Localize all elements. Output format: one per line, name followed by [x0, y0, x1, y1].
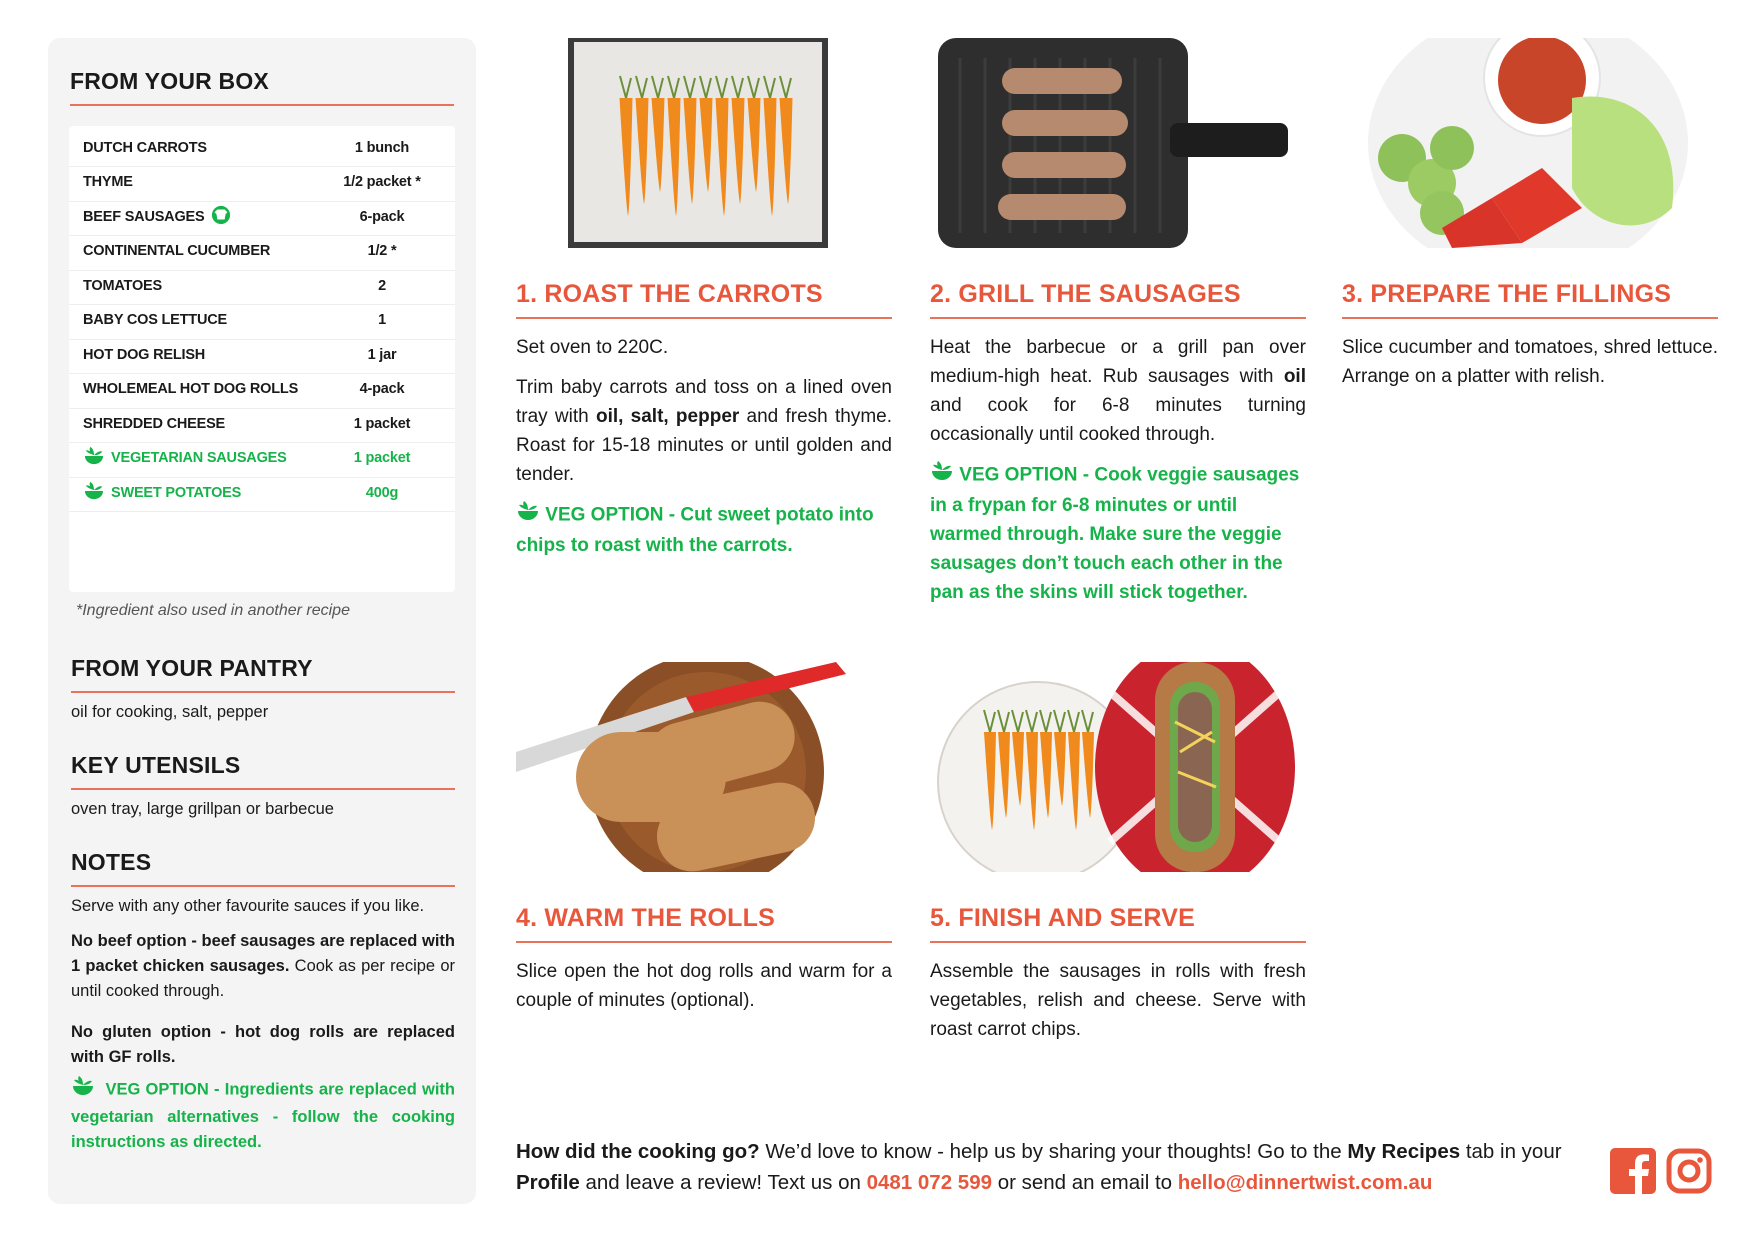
- step-rule: [516, 941, 892, 943]
- ingredient-row: [69, 440, 455, 478]
- step-2-bold: oil: [1283, 366, 1306, 387]
- ingredient-row: [69, 302, 455, 340]
- feedback-footer: [516, 1136, 1576, 1198]
- fillings-platter-photo: [1342, 38, 1714, 248]
- ingredient-row: [69, 405, 455, 443]
- step-3-para-1: Slice cucumber and tomatoes, shred lettuce. Arrange on a platter with relish.: [1342, 337, 1718, 387]
- step-1-body: [516, 333, 892, 571]
- sidebar-panel: [48, 38, 476, 1204]
- utensils-text: oven tray, large grillpan or barbecue: [71, 800, 334, 818]
- step-2-body: [930, 333, 1306, 618]
- step-1-veg-option: [516, 500, 892, 560]
- step-5-para-1: Assemble the sausages in rolls with fresh vegetables, relish and cheese. Serve with roast carrot chips.: [930, 961, 1306, 1040]
- ingredient-name-text: WHOLEMEAL HOT DOG ROLLS: [83, 381, 299, 397]
- roast-carrots-photo: [516, 38, 888, 248]
- step-2-title: 2. GRILL THE SAUSAGES: [930, 280, 1241, 308]
- step-1-para-2: [516, 373, 892, 489]
- ingredient-row: [69, 233, 455, 271]
- ingredient-qty: 1 packet: [353, 415, 411, 432]
- ingredient-qty: 1: [378, 312, 386, 328]
- ingredient-qty: 1/2 *: [367, 243, 397, 259]
- ingredient-qty: 6-pack: [359, 208, 405, 225]
- step-2-veg-text: VEG OPTION - Cook veggie sausages in a frypan for 6-8 minutes or until warmed through. Make sure the veggie sausages don’t touch each other in the pan as the skins will stick together.: [930, 464, 1300, 603]
- step-2-veg-option: [930, 460, 1306, 607]
- ingredient-qty: 2: [378, 277, 386, 294]
- step-4-body: [516, 957, 892, 1026]
- step-1-para-1: Set oven to 220C.: [516, 337, 669, 358]
- ingredient-name: [69, 446, 309, 470]
- step-1-veg-text: VEG OPTION - Cut sweet potato into chips to roast with the carrots.: [516, 504, 874, 556]
- ingredient-row: [69, 371, 455, 409]
- ingredient-name-text: HOT DOG RELISH: [83, 346, 206, 363]
- ingredient-name: [69, 481, 309, 505]
- facebook-icon[interactable]: [1610, 1148, 1656, 1194]
- ingredient-name: [69, 174, 309, 190]
- step-2-para-1: [930, 333, 1306, 449]
- profile-label: Profile: [516, 1171, 580, 1194]
- leaf-bowl-icon: [71, 1075, 95, 1105]
- from-your-pantry-heading: FROM YOUR PANTRY: [71, 655, 313, 681]
- key-utensils-heading: KEY UTENSILS: [71, 752, 241, 778]
- step-5-body: [930, 957, 1306, 1055]
- pantry-text: oil for cooking, salt, pepper: [71, 703, 269, 721]
- step-1-text-a: Trim baby carrots and toss on a lined oven tray with: [516, 377, 892, 427]
- ingredient-name: [69, 243, 309, 259]
- ingredient-row: [69, 336, 455, 374]
- ingredient-name-text: THYME: [83, 174, 133, 190]
- notes-veg-option: [71, 1075, 455, 1155]
- instagram-icon[interactable]: [1666, 1148, 1712, 1194]
- ingredient-row: [69, 164, 455, 202]
- feedback-text: or send an email to: [992, 1171, 1178, 1194]
- ingredient-row: [69, 474, 455, 512]
- step-rule: [930, 941, 1306, 943]
- notes-veg-text: VEG OPTION - Ingredients are replaced with vegetarian alternatives - follow the cooking instructions as directed.: [71, 1080, 455, 1151]
- step-4-para-1: Slice open the hot dog rolls and warm for a couple of minutes (optional).: [516, 961, 892, 1011]
- ingredient-name-text: SHREDDED CHEESE: [83, 415, 226, 432]
- ingredient-row: [69, 198, 455, 236]
- ingredients-table: [69, 126, 455, 592]
- ingredient-qty: 1/2 packet *: [343, 174, 421, 190]
- ingredient-qty: 1 bunch: [354, 139, 410, 156]
- ingredient-name-text: VEGETARIAN SAUSAGES: [111, 450, 287, 466]
- ingredient-name-text: BEEF SAUSAGES: [83, 208, 205, 225]
- from-your-box-heading: FROM YOUR BOX: [70, 68, 269, 94]
- leaf-bowl-icon: [516, 500, 540, 531]
- ingredient-row: [69, 267, 455, 305]
- step-rule: [930, 317, 1306, 319]
- feedback-text: and leave a review! Text us on: [579, 1171, 867, 1194]
- ingredient-qty: 400g: [365, 484, 399, 501]
- ingredient-qty: 4-pack: [359, 381, 405, 397]
- ingredient-row: [69, 129, 455, 167]
- step-rule: [516, 317, 892, 319]
- ingredient-name: [69, 205, 309, 229]
- heading-rule: [71, 885, 455, 887]
- step-1-text-b: and fresh thyme. Roast for 15-18 minutes or until golden and tender.: [516, 406, 892, 485]
- grill-sausages-photo: [930, 38, 1302, 248]
- step-5-title: 5. FINISH AND SERVE: [930, 904, 1195, 932]
- feedback-question: How did the cooking go?: [516, 1140, 760, 1163]
- ingredient-name: [69, 312, 309, 328]
- leaf-bowl-icon: [83, 481, 105, 505]
- notes-beef-rest: Cook as per recipe or until cooked through.: [71, 957, 455, 1000]
- step-rule: [1342, 317, 1718, 319]
- ingredient-name: [69, 140, 309, 156]
- finished-hot-dog-photo: [930, 662, 1302, 872]
- step-4-title: 4. WARM THE ROLLS: [516, 904, 775, 932]
- ingredient-name-text: SWEET POTATOES: [111, 484, 242, 501]
- ingredient-qty: 1 jar: [367, 346, 397, 363]
- step-1-title: 1. ROAST THE CARROTS: [516, 280, 823, 308]
- leaf-bowl-icon: [83, 446, 105, 470]
- notes-serve: Serve with any other favourite sauces if you like.: [71, 897, 425, 915]
- ingredient-qty: 1 packet: [353, 450, 411, 466]
- ingredient-name: [69, 416, 309, 432]
- leaf-bowl-icon: [930, 460, 954, 491]
- heading-rule: [70, 104, 454, 106]
- step-2-text-b: and cook for 6-8 minutes turning occasionally until cooked through.: [930, 395, 1306, 445]
- notes-gluten-option: No gluten option - hot dog rolls are replaced with GF rolls.: [71, 1023, 455, 1066]
- notes-beef-bold: No beef option - beef sausages are replaced with 1 packet chicken sausages.: [71, 932, 455, 975]
- step-3-body: [1342, 333, 1718, 402]
- ingredient-name-text: BABY COS LETTUCE: [83, 312, 227, 328]
- step-3-title: 3. PREPARE THE FILLINGS: [1342, 280, 1672, 308]
- feedback-text: We’d love to know - help us by sharing your thoughts! Go to the: [759, 1140, 1348, 1163]
- heading-rule: [71, 788, 455, 790]
- cow-icon: [210, 205, 232, 229]
- notes-heading: NOTES: [71, 849, 152, 875]
- ingredient-footnote: *Ingredient also used in another recipe: [76, 602, 350, 619]
- phone-number-link[interactable]: 0481 072 599: [866, 1171, 992, 1194]
- notes-beef-option: [71, 929, 455, 1004]
- ingredient-name: [69, 381, 309, 397]
- ingredient-name: [69, 278, 309, 294]
- warm-rolls-photo: [516, 662, 888, 872]
- step-2-text-a: Heat the barbecue or a grill pan over medium-high heat. Rub sausages with: [930, 337, 1306, 387]
- step-1-bold: oil, salt, pepper: [595, 406, 740, 427]
- ingredient-name-text: DUTCH CARROTS: [83, 139, 207, 156]
- ingredient-name-text: CONTINENTAL CUCUMBER: [83, 243, 271, 259]
- feedback-text: tab in your: [1460, 1140, 1562, 1163]
- ingredient-name-text: TOMATOES: [83, 277, 162, 294]
- heading-rule: [71, 691, 455, 693]
- email-link[interactable]: hello@dinnertwist.com.au: [1177, 1171, 1433, 1194]
- ingredient-name: [69, 347, 309, 363]
- my-recipes-label: My Recipes: [1347, 1140, 1461, 1163]
